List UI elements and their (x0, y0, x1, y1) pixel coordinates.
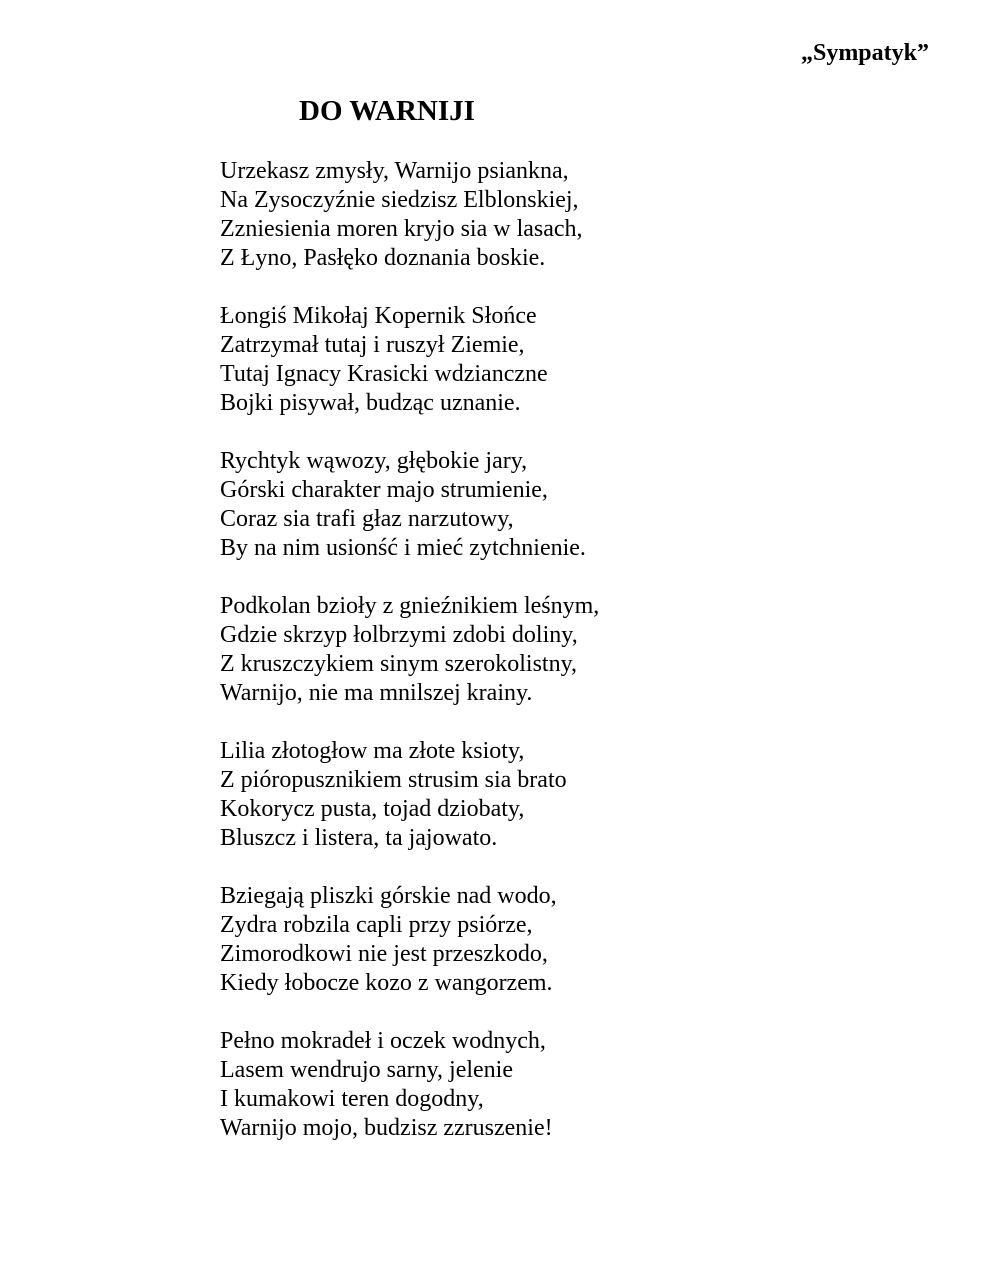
poem-line: Gdzie skrzyp łolbrzymi zdobi doliny, (220, 622, 578, 648)
stanza-1 (220, 157, 599, 273)
poem-line: Bojki pisywał, budząc uznanie. (220, 390, 521, 416)
poem-body (220, 157, 599, 1143)
poem-line: By na nim usionść i mieć zytchnienie. (220, 535, 586, 561)
poem-line: Z Łyno, Pasłęko doznania boskie. (220, 245, 546, 271)
poem-line: Zzniesienia moren kryjo sia w lasach, (220, 216, 583, 242)
poem-line: Na Zysoczyźnie siedzisz Elblonskiej, (220, 187, 579, 213)
poem-line: I kumakowi teren dogodny, (220, 1086, 484, 1112)
poem-line: Bziegają pliszki górskie nad wodo, (220, 883, 557, 909)
stanza-7 (220, 1027, 599, 1143)
poem-line: Lilia złotogłow ma złote ksioty, (220, 738, 525, 764)
poem-line: Rychtyk wąwozy, głębokie jary, (220, 448, 528, 474)
poem-line: Pełno mokradeł i oczek wodnych, (220, 1028, 546, 1054)
stanza-4 (220, 592, 599, 708)
poem-line: Warnijo, nie ma mnilszej krainy. (220, 680, 533, 706)
stanza-5 (220, 737, 599, 853)
poem-line: Z kruszczykiem sinym szerokolistny, (220, 651, 578, 677)
poem-line: Bluszcz i listera, ta jajowato. (220, 825, 498, 851)
poem-line: Urzekasz zmysły, Warnijo psiankna, (220, 158, 569, 184)
stanza-6 (220, 882, 599, 998)
poem-line: Z pióropusznikiem strusim sia brato (220, 767, 567, 793)
poem-title: DO WARNIJI (299, 95, 475, 127)
poem-line: Podkolan bzioły z gnieźnikiem leśnym, (220, 593, 600, 619)
poem-line: Kiedy łobocze kozo z wangorzem. (220, 970, 553, 996)
poem-line: Górski charakter majo strumienie, (220, 477, 548, 503)
poem-line: Zatrzymał tutaj i ruszył Ziemie, (220, 332, 525, 358)
poem-line: Kokorycz pusta, tojad dziobaty, (220, 796, 525, 822)
stanza-3 (220, 447, 599, 563)
poem-line: Tutaj Ignacy Krasicki wdzianczne (220, 361, 548, 387)
stanza-2 (220, 302, 599, 418)
poem-line: Warnijo mojo, budzisz zzruszenie! (220, 1115, 553, 1141)
poem-line: Coraz sia trafi głaz narzutowy, (220, 506, 514, 532)
poem-line: Zimorodkowi nie jest przeszkodo, (220, 941, 548, 967)
poem-line: Zydra robzila capli przy psiórze, (220, 912, 533, 938)
page-header-label: „Sympatyk” (800, 40, 929, 66)
poem-line: Łongiś Mikołaj Kopernik Słońce (220, 303, 537, 329)
poem-line: Lasem wendrujo sarny, jelenie (220, 1057, 514, 1083)
